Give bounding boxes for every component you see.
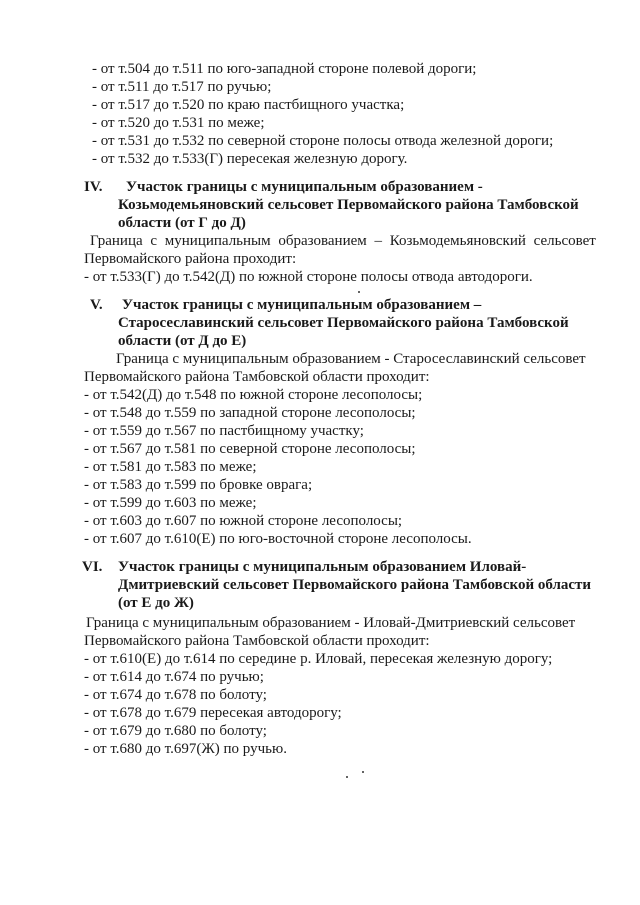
list-item: - от т.533(Г) до т.542(Д) по южной стороне полосы отвода автодороги. <box>84 269 533 285</box>
section-heading: Старосеславинский сельсовет Первомайского района Тамбовской <box>118 315 569 331</box>
list-item: - от т.581 до т.583 по меже; <box>84 459 257 475</box>
section-heading: Участок границы с муниципальным образованием Иловай- <box>118 559 527 575</box>
list-item: - от т.567 до т.581 по северной стороне лесополосы; <box>84 441 416 457</box>
list-item: - от т.674 до т.678 по болоту; <box>84 687 267 703</box>
scan-speck <box>362 771 364 773</box>
section-number: VI. <box>82 559 103 575</box>
list-item: - от т.680 до т.697(Ж) по ручью. <box>84 741 287 757</box>
list-item: - от т.559 до т.567 по пастбищному участку; <box>84 423 364 439</box>
section-heading: Дмитриевский сельсовет Первомайского района Тамбовской области <box>118 577 592 593</box>
scan-speck <box>358 291 360 293</box>
list-item: - от т.679 до т.680 по болоту; <box>84 723 267 739</box>
list-item: - от т.531 до т.532 по северной стороне полосы отвода железной дороги; <box>92 133 554 149</box>
list-item: - от т.607 до т.610(Е) по юго-восточной стороне лесополосы. <box>84 531 472 547</box>
section-heading: Козьмодемьяновский сельсовет Первомайского района Тамбовской <box>118 197 579 213</box>
paragraph-line: Граница с муниципальным образованием – Козьмодемьяновский сельсовет <box>90 233 596 249</box>
list-item: - от т.583 до т.599 по бровке оврага; <box>84 477 313 493</box>
paragraph-line: Первомайского района Тамбовской области проходит: <box>84 369 430 385</box>
list-item: - от т.532 до т.533(Г) пересекая железную дорогу. <box>92 151 408 167</box>
paragraph-line: Граница с муниципальным образованием - Иловай-Дмитриевский сельсовет <box>86 615 576 631</box>
list-item: - от т.678 до т.679 пересекая автодорогу; <box>84 705 342 721</box>
scan-speck <box>346 776 348 778</box>
list-item: - от т.542(Д) до т.548 по южной стороне лесополосы; <box>84 387 423 403</box>
section-heading: области (от Д до Е) <box>118 333 247 349</box>
list-item: - от т.548 до т.559 по западной стороне лесополосы; <box>84 405 416 421</box>
list-item: - от т.504 до т.511 по юго-западной стороне полевой дороги; <box>92 61 477 77</box>
paragraph-line: Первомайского района проходит: <box>84 251 297 267</box>
section-number: IV. <box>84 179 103 195</box>
list-item: - от т.603 до т.607 по южной стороне лесополосы; <box>84 513 403 529</box>
paragraph-line: Граница с муниципальным образованием - Старосеславинский сельсовет <box>116 351 586 367</box>
list-item: - от т.517 до т.520 по краю пастбищного участка; <box>92 97 405 113</box>
list-item: - от т.614 до т.674 по ручью; <box>84 669 264 685</box>
section-heading: области (от Г до Д) <box>118 215 246 231</box>
section-heading: Участок границы с муниципальным образованием - <box>126 179 483 195</box>
section-number: V. <box>90 297 103 313</box>
list-item: - от т.610(Е) до т.614 по середине р. Иловай, пересекая железную дорогу; <box>84 651 553 667</box>
list-item: - от т.599 до т.603 по меже; <box>84 495 257 511</box>
paragraph-line: Первомайского района Тамбовской области проходит: <box>84 633 430 649</box>
section-heading: Участок границы с муниципальным образованием – <box>122 297 482 313</box>
list-item: - от т.511 до т.517 по ручью; <box>92 79 272 95</box>
list-item: - от т.520 до т.531 по меже; <box>92 115 265 131</box>
section-heading: (от Е до Ж) <box>118 595 194 611</box>
